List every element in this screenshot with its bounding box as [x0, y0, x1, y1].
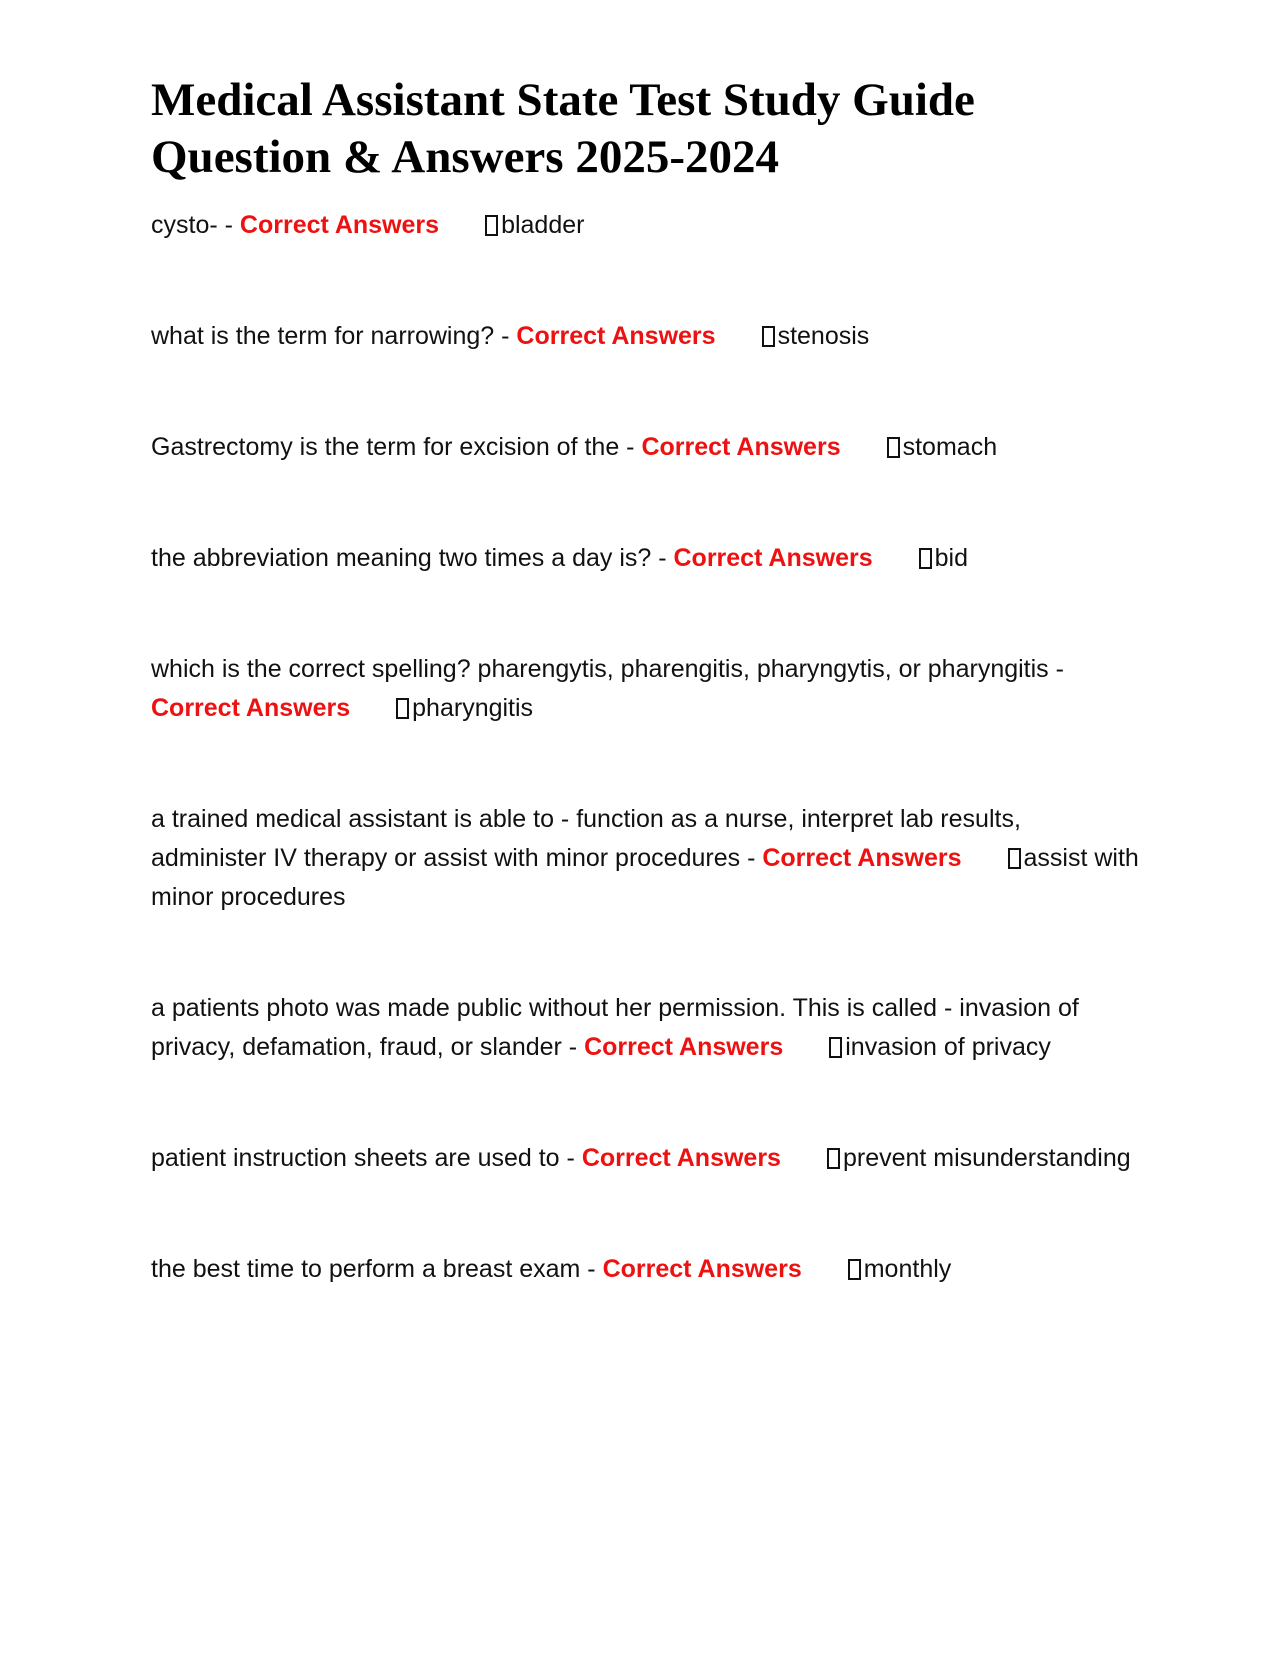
- question-text: a trained medical assistant is able to - function as a nurse, interpret lab results, administer IV therapy or assist with minor procedures: [151, 805, 1021, 872]
- missing-glyph-box-icon: [396, 698, 409, 719]
- separator: -: [580, 1255, 603, 1283]
- correct-answers-label: Correct Answers: [584, 1033, 784, 1061]
- correct-answers-label: Correct Answers: [673, 544, 873, 572]
- missing-glyph-box-icon: [848, 1259, 861, 1280]
- correct-answers-label: Correct Answers: [151, 694, 351, 722]
- answer-text: prevent misunderstanding: [842, 1144, 1131, 1172]
- qa-item: [151, 650, 1141, 728]
- separator: -: [1048, 655, 1064, 683]
- correct-answers-label: Correct Answers: [581, 1144, 781, 1172]
- qa-item: [151, 800, 1141, 917]
- missing-glyph-box-icon: [762, 326, 775, 347]
- missing-glyph-box-icon: [887, 437, 900, 458]
- separator: -: [651, 544, 674, 572]
- qa-item: [151, 206, 1141, 245]
- separator: -: [494, 322, 517, 350]
- missing-glyph-box-icon: [1008, 848, 1021, 869]
- missing-glyph-box-icon: [829, 1037, 842, 1058]
- question-text: patient instruction sheets are used to: [151, 1144, 560, 1172]
- answer-text: assist with minor procedures: [151, 844, 1139, 911]
- qa-item: [151, 1250, 1141, 1289]
- answer-text: stomach: [902, 433, 998, 461]
- answer-text: bladder: [501, 211, 585, 239]
- qa-item: [151, 989, 1141, 1067]
- answer-text: stenosis: [777, 322, 870, 350]
- answer-text: bid: [934, 544, 969, 572]
- correct-answers-label: Correct Answers: [516, 322, 716, 350]
- qa-item: [151, 428, 1141, 467]
- question-text: a patients photo was made public without her permission. This is called - invasion of privacy, defamation, fraud, or slander: [151, 994, 1079, 1061]
- separator: -: [217, 211, 240, 239]
- answer-text: monthly: [863, 1255, 952, 1283]
- qa-item: [151, 317, 1141, 356]
- question-text: the best time to perform a breast exam: [151, 1255, 581, 1283]
- qa-item: [151, 539, 1141, 578]
- correct-answers-label: Correct Answers: [602, 1255, 802, 1283]
- separator: -: [561, 1033, 585, 1061]
- correct-answers-label: Correct Answers: [762, 844, 962, 872]
- answer-text: pharyngitis: [412, 694, 534, 722]
- question-text: the abbreviation meaning two times a day is?: [151, 544, 652, 572]
- question-text: Gastrectomy is the term for excision of the: [151, 433, 620, 461]
- separator: -: [740, 844, 763, 872]
- missing-glyph-box-icon: [827, 1148, 840, 1169]
- correct-answers-label: Correct Answers: [239, 211, 440, 239]
- separator: -: [559, 1144, 582, 1172]
- question-text: cysto-: [151, 211, 218, 239]
- qa-item: [151, 1139, 1141, 1178]
- answer-text: invasion of privacy: [845, 1033, 1051, 1061]
- missing-glyph-box-icon: [919, 548, 932, 569]
- missing-glyph-box-icon: [485, 215, 498, 236]
- document-content: [151, 72, 1141, 1361]
- separator: -: [619, 433, 642, 461]
- question-text: which is the correct spelling? pharengytis, pharengitis, pharyngytis, or pharyngitis: [151, 655, 1049, 683]
- document-title: Medical Assistant State Test Study Guide Question & Answers 2025-2024: [151, 74, 975, 183]
- correct-answers-label: Correct Answers: [641, 433, 841, 461]
- question-text: what is the term for narrowing?: [151, 322, 495, 350]
